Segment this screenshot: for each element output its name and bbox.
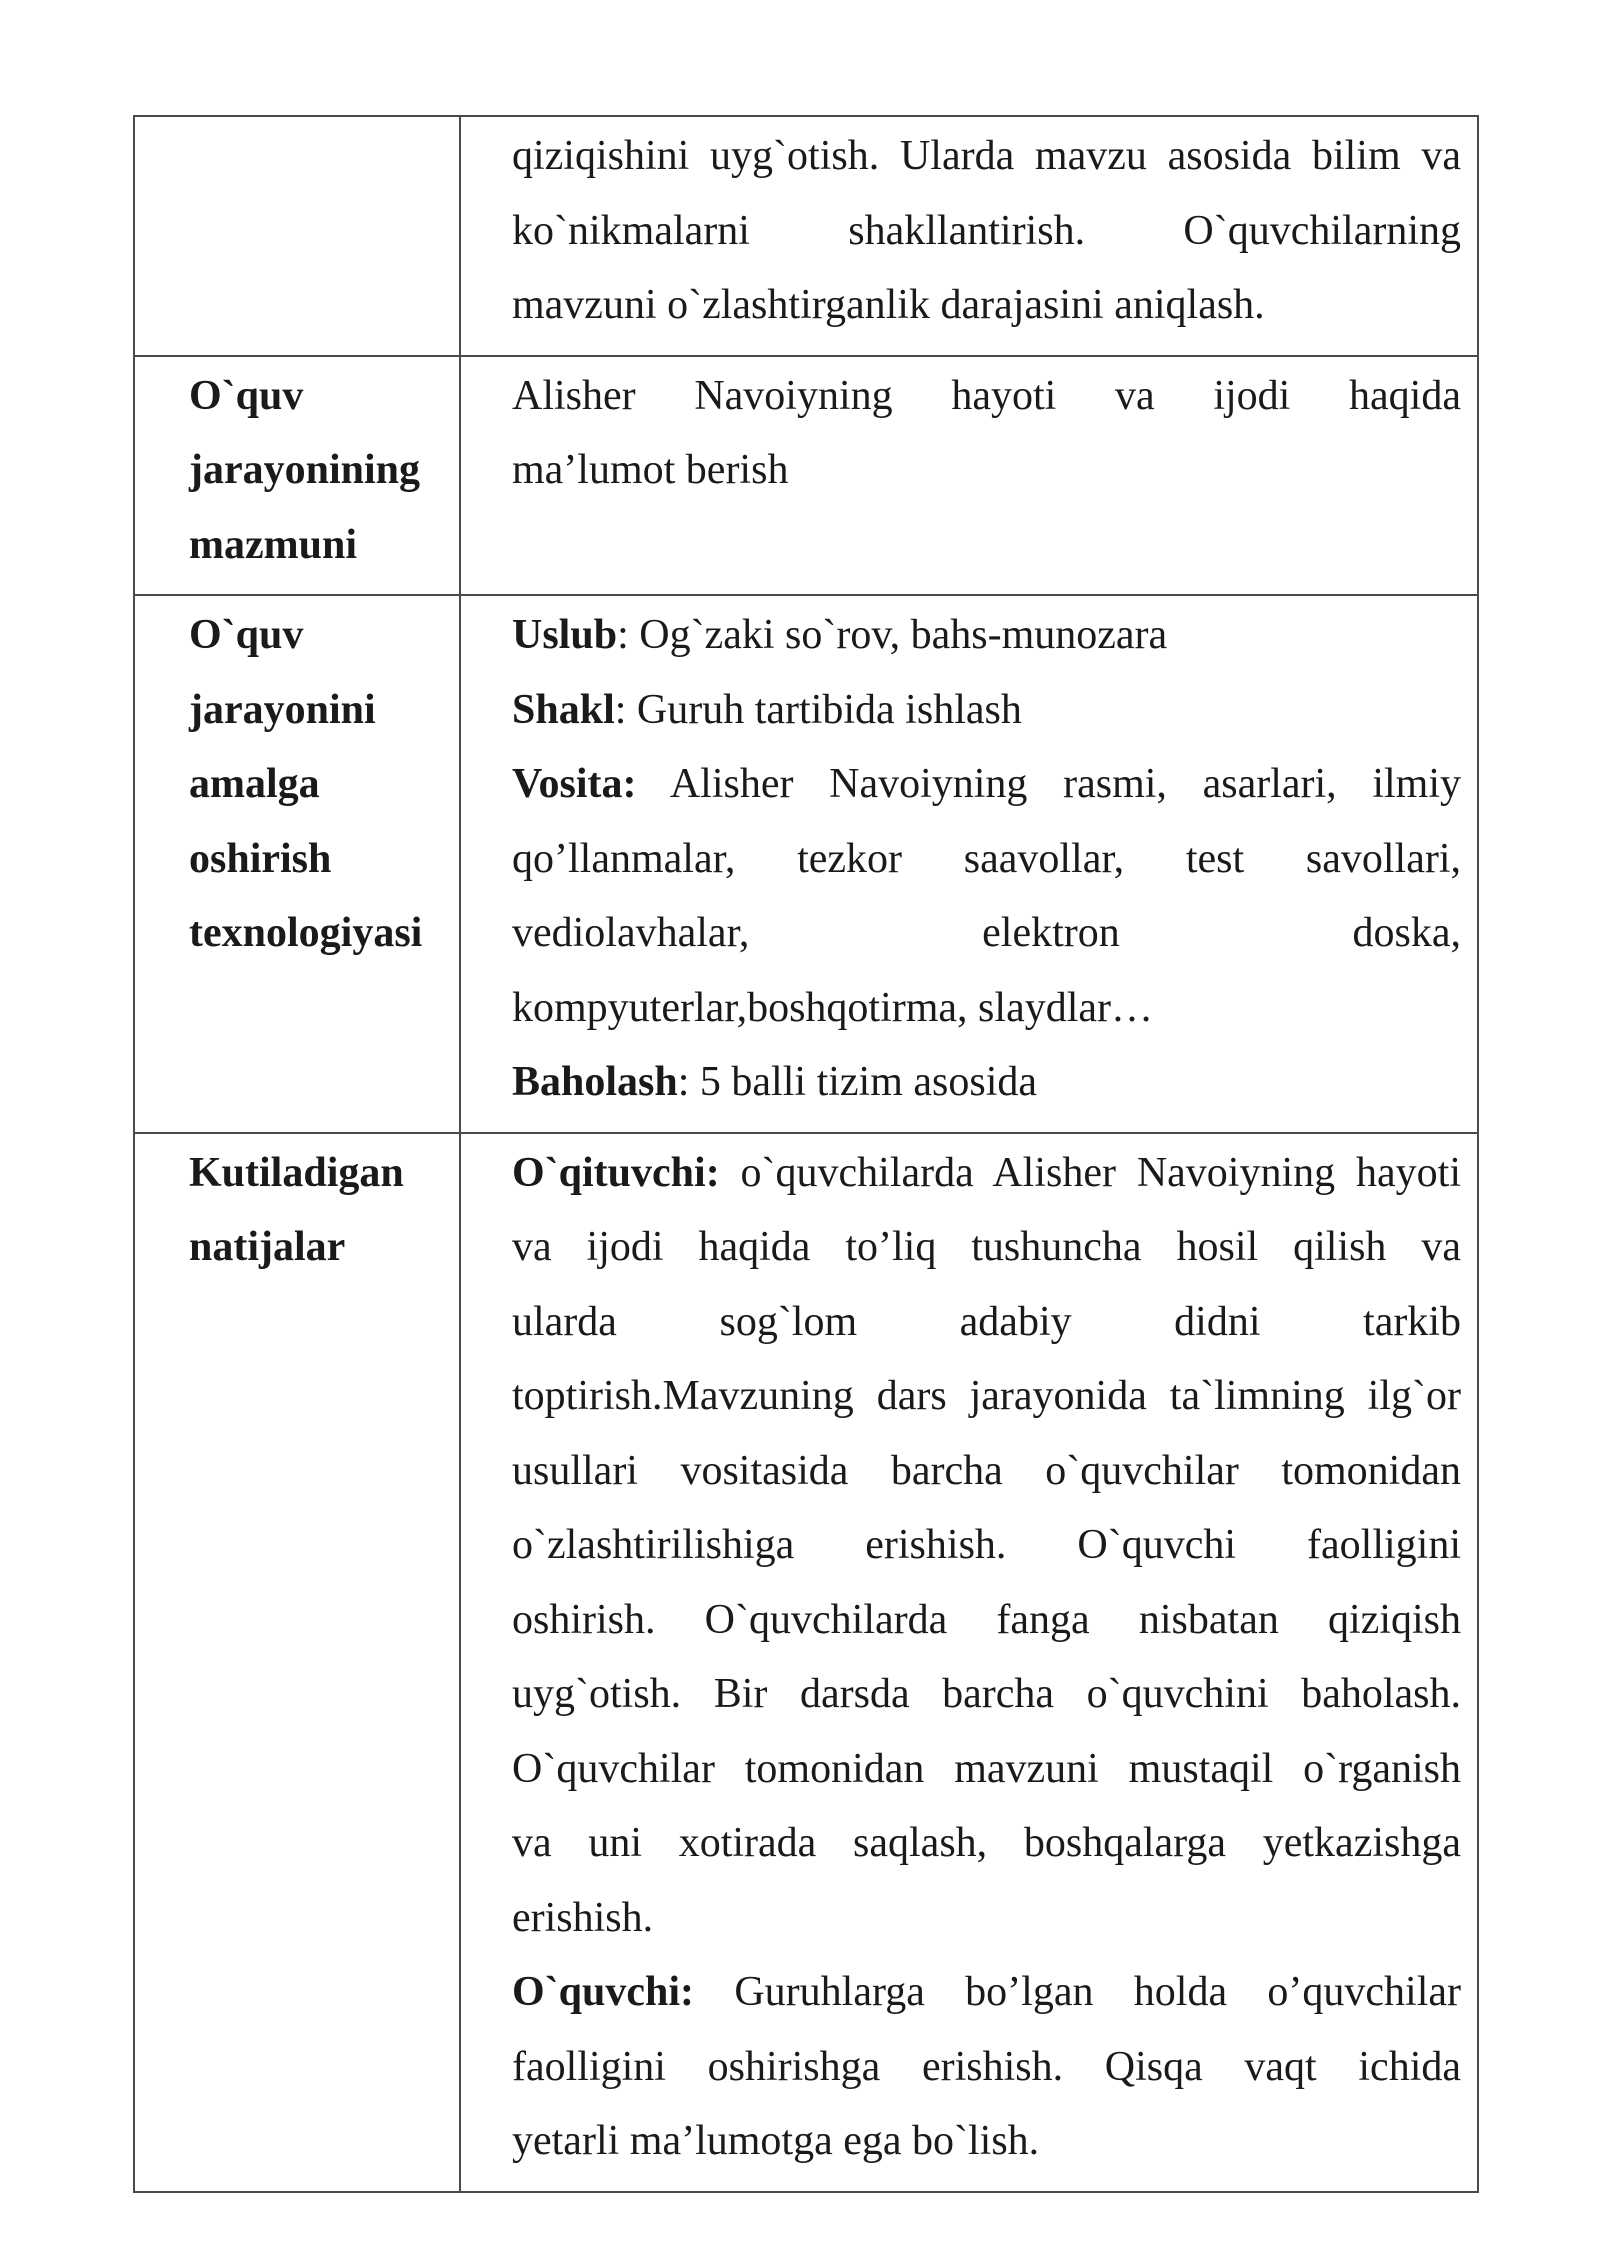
term-label: Baholash — [512, 1059, 678, 1105]
table-row — [134, 116, 1478, 356]
lesson-plan-table — [133, 115, 1479, 2193]
text-line: oshirish. O`quvchilarda fanga nisbatan qiziqish — [512, 1596, 1461, 1643]
term-label: O`qituvchi: — [512, 1149, 720, 1196]
label-line: natijalar — [189, 1224, 346, 1270]
term-label: Uslub — [512, 612, 618, 658]
text-line: ularda sog`lom adabiy didni tarkib — [512, 1298, 1461, 1345]
text-line: erishish. — [512, 1894, 654, 1941]
text-line — [512, 1955, 1461, 2030]
label-line: mazmuni — [189, 521, 357, 568]
text-line — [512, 1136, 1461, 1211]
label-line: Kutiladigan — [189, 1149, 404, 1196]
term-text: Alisher Navoiyning rasmi, asarlari, ilmiy — [636, 761, 1461, 807]
text-line: qiziqishini uyg`otish. Ularda mavzu asosida bilim va — [512, 133, 1461, 179]
text-line: yetarli ma’lumotga ega bo`lish. — [512, 2118, 1040, 2164]
text-line: ma’lumot berish — [512, 447, 789, 493]
text-line: O`quvchilar tomonidan mavzuni mustaqil o`rganish — [512, 1745, 1461, 1792]
term-label: Vosita: — [512, 761, 637, 807]
label-line: texnologiyasi — [189, 910, 423, 956]
label-line: O`quv — [189, 372, 304, 419]
table-row — [134, 356, 1478, 596]
row-content — [460, 356, 1478, 596]
term-label: Shakl — [512, 686, 615, 733]
table-row — [134, 595, 1478, 1133]
row-content — [460, 1133, 1478, 2192]
text-line: vediolavhalar, elektron doska, — [512, 910, 1461, 956]
text-line: qo’llanmalar, tezkor saavollar, test savollari, — [512, 835, 1461, 882]
row-label — [134, 1133, 460, 2192]
row-content — [460, 595, 1478, 1133]
row-label — [134, 595, 460, 1133]
text-line: toptirish.Mavzuning dars jarayonida ta`limning ilg`or — [512, 1373, 1461, 1419]
label-line: jarayonining — [189, 447, 421, 493]
label-line: amalga — [189, 761, 320, 807]
label-line: jarayonini — [189, 686, 376, 733]
term-text: : Guruh tartibida ishlash — [614, 686, 1022, 733]
text-line — [512, 598, 1461, 673]
text-line: va ijodi haqida to’liq tushuncha hosil qilish va — [512, 1224, 1461, 1270]
text-line — [512, 1045, 1461, 1120]
text-line: faolligini oshirishga erishish. Qisqa vaqt ichida — [512, 2043, 1461, 2090]
text-line — [512, 673, 1461, 748]
term-text: : Og`zaki so`rov, bahs-munozara — [617, 612, 1168, 658]
row-content — [460, 116, 1478, 356]
text-line — [512, 747, 1461, 822]
row-label — [134, 356, 460, 596]
row-label-empty — [134, 116, 460, 356]
text-line: uyg`otish. Bir darsda barcha o`quvchini baholash. — [512, 1671, 1461, 1717]
text-line: usullari vositasida barcha o`quvchilar tomonidan — [512, 1447, 1461, 1494]
table-row — [134, 1133, 1478, 2192]
text-line: mavzuni o`zlashtirganlik darajasini aniqlash. — [512, 282, 1265, 328]
term-text: o`quvchilarda Alisher Navoiyning hayoti — [719, 1149, 1461, 1196]
term-label: O`quvchi: — [512, 1969, 695, 2015]
text-line: Alisher Navoiyning hayoti va ijodi haqida — [512, 372, 1461, 419]
text-line: kompyuterlar,boshqotirma, slaydlar… — [512, 984, 1154, 1031]
term-text: : 5 balli tizim asosida — [677, 1059, 1038, 1105]
text-line: o`zlashtirilishiga erishish. O`quvchi faolligini — [512, 1522, 1461, 1568]
label-line: oshirish — [189, 835, 332, 882]
term-text: Guruhlarga bo’lgan holda o’quvchilar — [694, 1969, 1461, 2015]
label-line: O`quv — [189, 612, 304, 658]
text-line: va uni xotirada saqlash, boshqalarga yetkazishga — [512, 1820, 1461, 1866]
text-line: ko`nikmalarni shakllantirish. O`quvchilarning — [512, 207, 1461, 254]
